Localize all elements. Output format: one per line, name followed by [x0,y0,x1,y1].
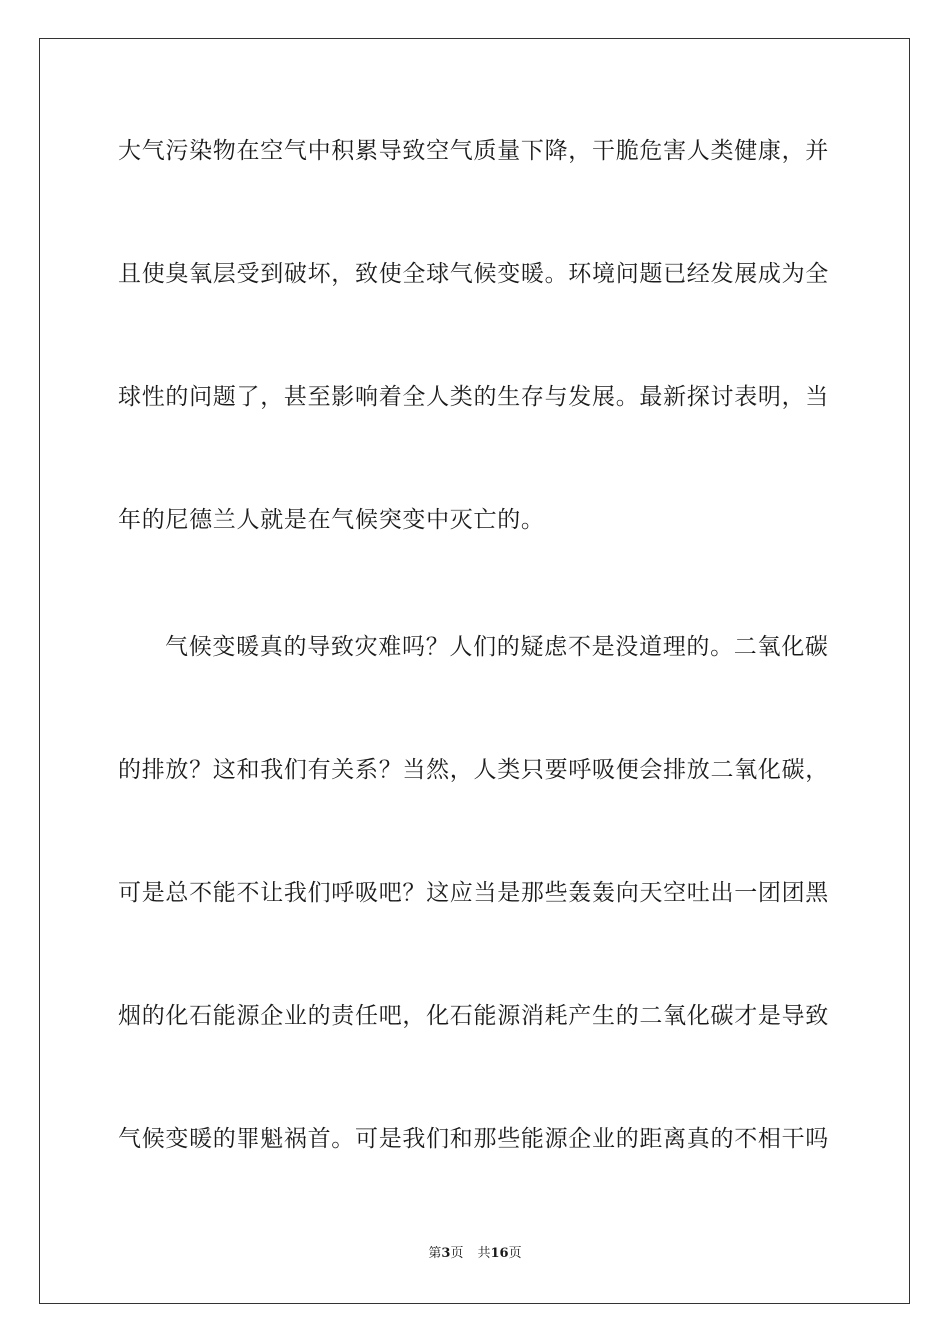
page-prefix: 第 [428,1246,442,1261]
body-text-line: 球性的问题了，甚至影响着全人类的生存与发展。最新探讨表明，当 [118,384,829,410]
body-text-line: 大气污染物在空气中积累导致空气质量下降，干脆危害人类健康，并 [118,138,829,164]
total-suffix: 页 [508,1246,522,1261]
body-text-line: 年的尼德兰人就是在气候突变中灭亡的。 [118,507,545,533]
page-border [39,38,910,1304]
body-text-line: 可是总不能不让我们呼吸吧？这应当是那些轰轰向天空吐出一团团黑 [118,880,829,906]
page-number: 3 [441,1246,451,1261]
page-suffix: 页 [450,1246,464,1261]
total-pages: 16 [490,1246,509,1261]
body-text-line: 且使臭氧层受到破坏，致使全球气候变暖。环境问题已经发展成为全 [118,261,829,287]
body-text-line: 气候变暖的罪魁祸首。可是我们和那些能源企业的距离真的不相干吗 [118,1126,829,1152]
total-prefix: 共 [477,1246,491,1261]
body-text-line: 烟的化石能源企业的责任吧，化石能源消耗产生的二氧化碳才是导致 [118,1003,829,1029]
page-footer [0,1246,950,1262]
body-text-line: 的排放？这和我们有关系？当然，人类只要呼吸便会排放二氧化碳， [118,757,829,783]
paragraph-first-line: 气候变暖真的导致灾难吗？人们的疑虑不是没道理的。二氧化碳 [165,634,829,660]
